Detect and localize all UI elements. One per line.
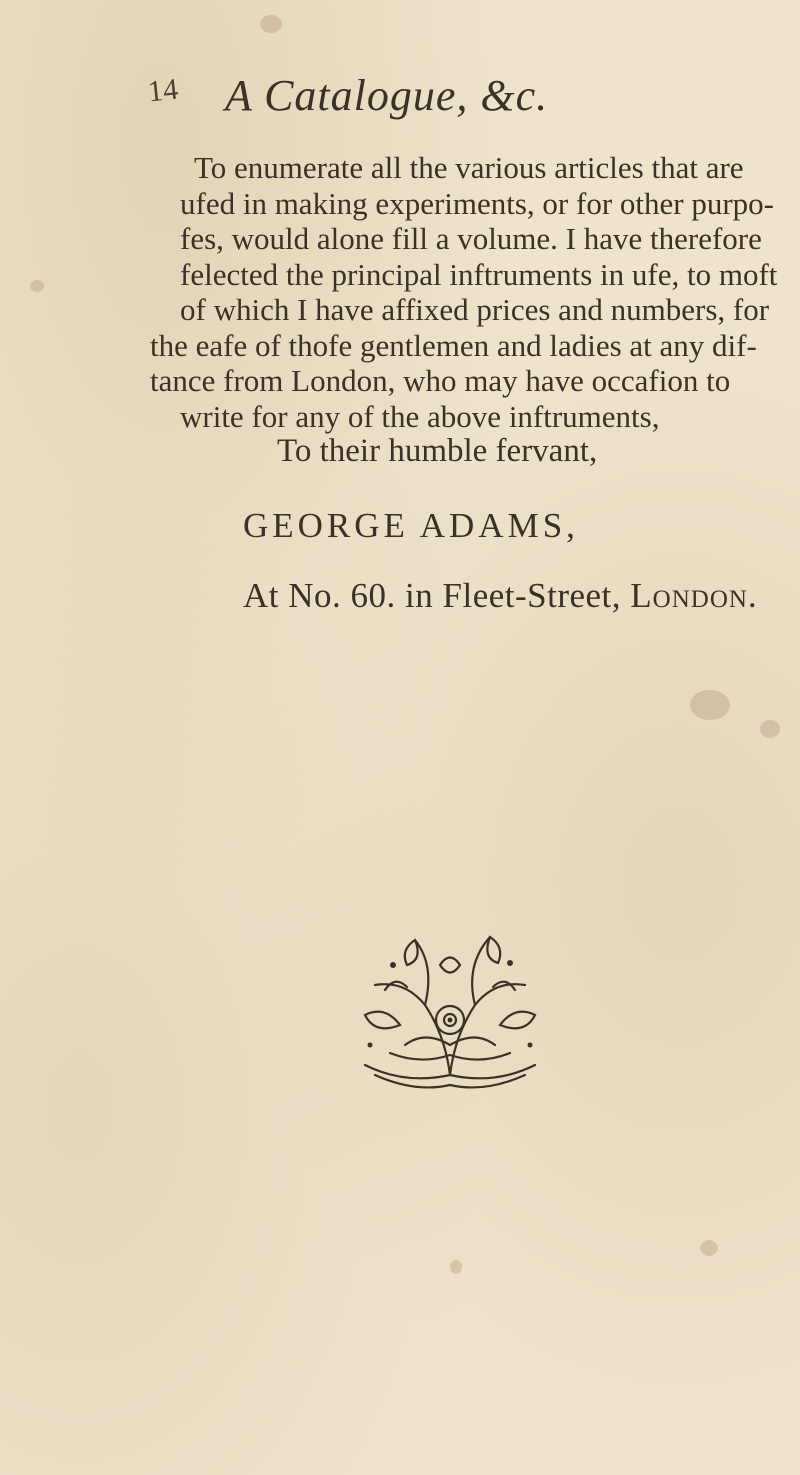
text-line: To enumerate all the various articles that are — [194, 150, 744, 185]
text-line: of which I have affixed prices and numbers, for — [180, 292, 770, 327]
address — [243, 576, 758, 616]
foxing-spot — [690, 690, 730, 720]
salutation: To their humble fervant, — [277, 433, 598, 469]
text-line: the eafe of thofe gentlemen and ladies at any dif- — [150, 327, 757, 363]
text-line: write for any of the above inftruments, — [180, 398, 660, 434]
foxing-spot — [760, 720, 780, 738]
foxing-spot — [450, 1260, 462, 1274]
running-head — [0, 64, 800, 120]
address-street: At No. 60. in Fleet-Street, — [243, 576, 622, 615]
foxing-spot — [260, 15, 282, 33]
page-title: A Catalogue, &c. — [225, 71, 549, 120]
text-line: tance from London, who may have occafion to — [150, 363, 731, 398]
foxing-spot — [30, 280, 44, 292]
page-number: 14 — [146, 72, 180, 109]
text-line: ufed in making experiments, or for other purpo- — [180, 185, 774, 221]
text-line: felected the principal inftruments in ufe, to moft — [180, 256, 778, 292]
author-name: GEORGE ADAMS, — [243, 506, 579, 545]
address-city: London. — [630, 576, 758, 615]
text-line: fes, would alone fill a volume. I have therefore — [180, 221, 762, 256]
foxing-spot — [700, 1240, 718, 1256]
floral-tailpiece-icon — [345, 925, 555, 1095]
body-paragraph — [150, 150, 780, 434]
